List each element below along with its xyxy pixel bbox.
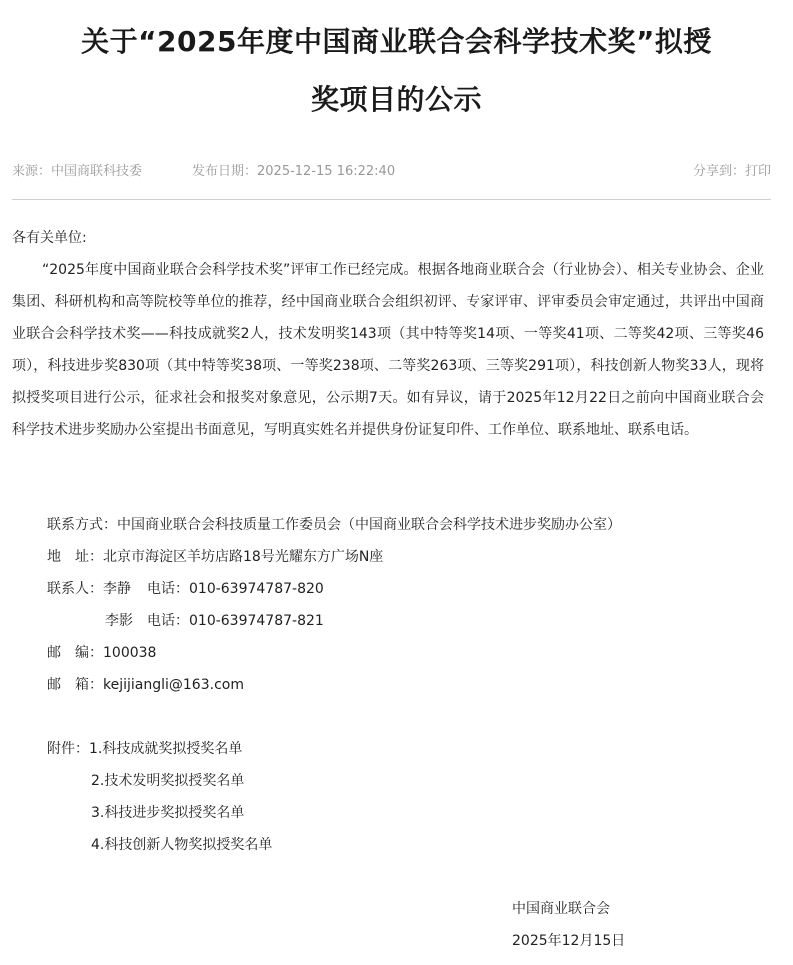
attachments-row-1 <box>47 739 242 759</box>
greeting: 各有关单位: <box>12 230 87 246</box>
person-2-phone: 010-63974787-821 <box>189 613 324 629</box>
title-divider <box>12 199 771 200</box>
meta-publish-date <box>192 160 395 179</box>
publish-date-label: 发布日期： <box>192 164 258 179</box>
person-2-phone-label: 电话： <box>147 613 189 629</box>
source-value: 中国商联科技委 <box>51 164 143 179</box>
contact-method <box>47 515 621 535</box>
contact-method-label: 联系方式： <box>47 517 117 533</box>
person-1-phone-label: 电话： <box>147 581 189 597</box>
person-1-name: 李静 <box>103 581 131 597</box>
page-title-line-1: 关于“2025年度中国商业联合会科学技术奖”拟授 <box>81 25 712 58</box>
contact-person-1 <box>47 579 324 599</box>
page-title-line-2: 奖项目的公示 <box>310 83 482 116</box>
attachments-row-3 <box>91 803 244 823</box>
address-label: 地 址： <box>47 549 103 565</box>
contacts-label: 联系人： <box>47 581 103 597</box>
email-label: 邮 箱： <box>47 677 103 693</box>
source-label: 来源： <box>12 164 52 179</box>
attachments-label: 附件： <box>47 741 89 757</box>
meta-source <box>12 160 142 179</box>
print-button[interactable]: 打印 <box>744 164 771 179</box>
attachments-row-2 <box>91 771 244 791</box>
postcode-label: 邮 编： <box>47 645 103 661</box>
person-1-phone: 010-63974787-820 <box>189 581 324 597</box>
attachments-row-4 <box>91 835 272 855</box>
contact-postcode <box>47 643 156 663</box>
contact-email <box>47 675 244 695</box>
signature-org: 中国商业联合会 <box>512 901 610 917</box>
address-value: 北京市海淀区羊坊店路18号光耀东方广场N座 <box>103 549 384 565</box>
contact-address <box>47 547 383 567</box>
contact-person-2 <box>105 611 324 631</box>
contact-method-value: 中国商业联合会科技质量工作委员会（中国商业联合会科学技术进步奖励办公室） <box>117 517 621 533</box>
meta-share <box>693 160 771 179</box>
attachment-link[interactable]: 1.科技成就奖拟授奖名单 <box>89 741 243 757</box>
share-label: 分享到： <box>692 164 745 179</box>
attachment-link[interactable]: 3.科技进步奖拟授奖名单 <box>91 805 245 821</box>
announcement-paragraph: “2025年度中国商业联合会科学技术奖”评审工作已经完成。根据各地商业联合会（行业协会）、相关专业协会、企业集团、科研机构和高等院校等单位的推荐，经中国商业联合会组织初评、专家评审、评审委员会审定通过，共评出中国商业联合会科学技术奖——科技成就奖2人，技术发明奖143项（其中特等奖14项、一等奖41项、二等奖42项、三等奖46项），科技进步奖830项（其中特等奖38项、一等奖238项、二等奖263项、三等奖291项），科技创新人物奖33人，现将拟授奖项目进行公示，征求社会和报奖对象意见，公示期7天。如有异议，请于2025年12月22日之前向中国商业联合会科学技术进步奖励办公室提出书面意见，写明真实姓名并提供身份证复印件、工作单位、联系地址、联系电话。 <box>12 262 764 438</box>
person-2-name: 李影 <box>105 613 133 629</box>
postcode-value: 100038 <box>103 645 157 661</box>
signature-date: 2025年12月15日 <box>512 933 626 949</box>
attachment-link[interactable]: 4.科技创新人物奖拟授奖名单 <box>91 837 273 853</box>
email-value[interactable]: kejijiangli@163.com <box>103 677 244 693</box>
attachment-link[interactable]: 2.技术发明奖拟授奖名单 <box>91 773 245 789</box>
publish-date-value: 2025-12-15 16:22:40 <box>257 164 396 179</box>
